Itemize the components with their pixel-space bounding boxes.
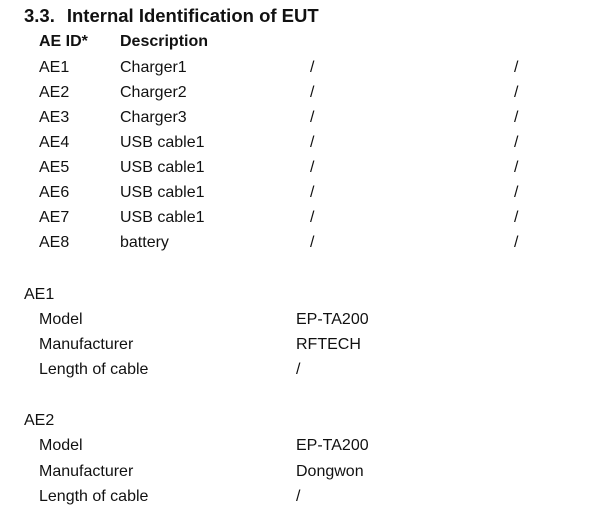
table-row xyxy=(0,209,600,234)
detail-value: RFTECH xyxy=(296,336,361,353)
column4-cell: / xyxy=(514,184,519,201)
description-cell: USB cable1 xyxy=(120,159,205,176)
detail-label: Manufacturer xyxy=(39,463,134,480)
column4-cell: / xyxy=(514,84,519,101)
details-title: AE2 xyxy=(24,412,55,429)
column3-cell: / xyxy=(310,84,315,101)
ae-id-cell: AE1 xyxy=(39,59,70,76)
section-heading xyxy=(24,5,319,27)
detail-row-model xyxy=(0,311,600,336)
detail-value: Dongwon xyxy=(296,463,364,480)
column4-cell: / xyxy=(514,59,519,76)
table-row xyxy=(0,234,600,259)
description-cell: Charger3 xyxy=(120,109,187,126)
detail-row-model xyxy=(0,437,600,462)
detail-label: Model xyxy=(39,437,83,454)
column3-cell: / xyxy=(310,234,315,251)
ae-id-cell: AE7 xyxy=(39,209,70,226)
detail-row-cable-length xyxy=(0,488,600,513)
table-row xyxy=(0,84,600,109)
section-title: Internal Identification of EUT xyxy=(66,5,319,26)
detail-row-manufacturer xyxy=(0,463,600,488)
description-cell: USB cable1 xyxy=(120,134,205,151)
table-row xyxy=(0,159,600,184)
detail-value: EP-TA200 xyxy=(296,437,369,454)
description-cell: USB cable1 xyxy=(120,184,205,201)
table-row xyxy=(0,134,600,159)
ae-id-cell: AE5 xyxy=(39,159,70,176)
column4-cell: / xyxy=(514,109,519,126)
description-cell: battery xyxy=(120,234,169,251)
detail-value: / xyxy=(296,361,301,378)
column3-cell: / xyxy=(310,184,315,201)
table-row xyxy=(0,59,600,84)
column4-cell: / xyxy=(514,159,519,176)
ae-id-cell: AE2 xyxy=(39,84,70,101)
column3-cell: / xyxy=(310,134,315,151)
table-row xyxy=(0,184,600,209)
section-number: 3.3. xyxy=(24,5,55,26)
description-cell: Charger1 xyxy=(120,59,187,76)
detail-label: Manufacturer xyxy=(39,336,134,353)
header-ae-id: AE ID* xyxy=(39,33,88,50)
ae-id-cell: AE3 xyxy=(39,109,70,126)
column3-cell: / xyxy=(310,59,315,76)
detail-row-cable-length xyxy=(0,361,600,386)
detail-value: EP-TA200 xyxy=(296,311,369,328)
ae-id-cell: AE4 xyxy=(39,134,70,151)
detail-row-manufacturer xyxy=(0,336,600,361)
column4-cell: / xyxy=(514,134,519,151)
detail-value: / xyxy=(296,488,301,505)
column3-cell: / xyxy=(310,159,315,176)
column4-cell: / xyxy=(514,209,519,226)
ae-id-cell: AE6 xyxy=(39,184,70,201)
column3-cell: / xyxy=(310,209,315,226)
ae-id-cell: AE8 xyxy=(39,234,70,251)
table-row xyxy=(0,109,600,134)
detail-label: Model xyxy=(39,311,83,328)
detail-label: Length of cable xyxy=(39,488,149,505)
column3-cell: / xyxy=(310,109,315,126)
header-description: Description xyxy=(120,33,209,50)
description-cell: USB cable1 xyxy=(120,209,205,226)
column4-cell: / xyxy=(514,234,519,251)
detail-label: Length of cable xyxy=(39,361,149,378)
description-cell: Charger2 xyxy=(120,84,187,101)
details-title: AE1 xyxy=(24,286,55,303)
